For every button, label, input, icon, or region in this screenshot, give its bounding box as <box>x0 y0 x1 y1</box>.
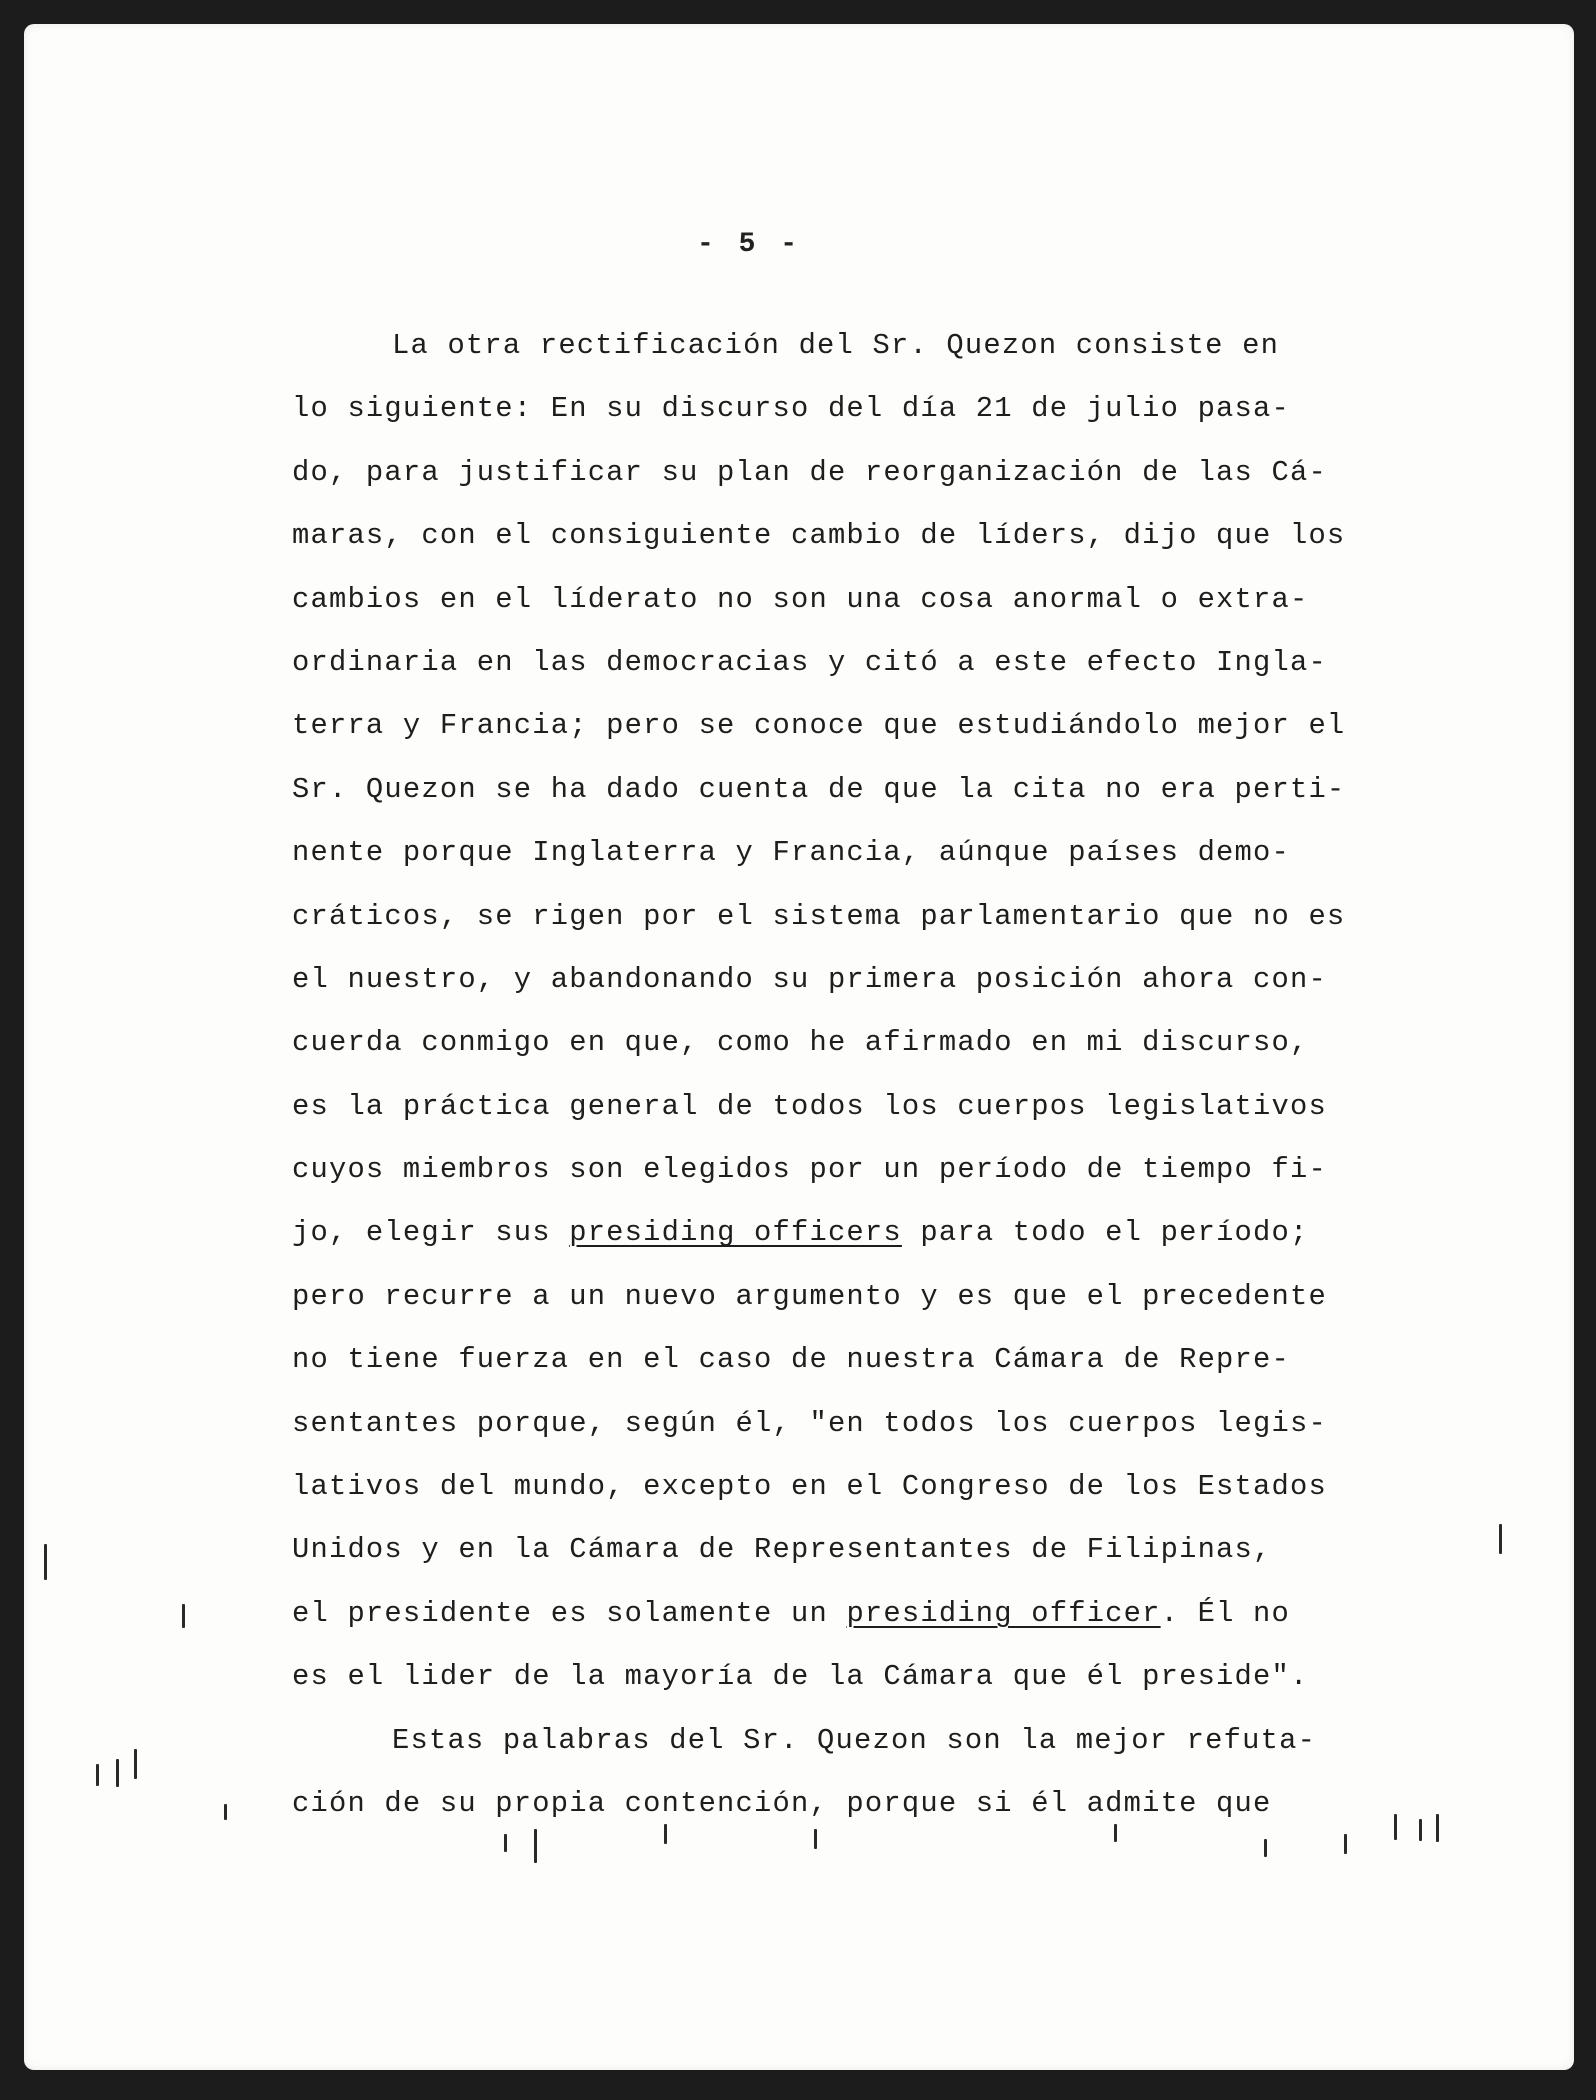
text-run: pero recurre a un nuevo argumento y es que el precedente <box>292 1279 1327 1313</box>
text-run: do, para justificar su plan de reorganización de las Cá- <box>292 455 1327 489</box>
scan-mark <box>1344 1834 1347 1854</box>
text-line <box>292 568 1442 631</box>
text-run: sentantes porque, según él, "en todos los cuerpos legis- <box>292 1406 1327 1440</box>
page-number: - 5 - <box>696 229 801 260</box>
text-line <box>292 631 1442 694</box>
text-run: el presidente es solamente un <box>292 1596 847 1630</box>
text-line <box>292 377 1442 440</box>
text-line <box>292 885 1442 948</box>
text-run: jo, elegir sus <box>292 1216 570 1250</box>
scan-mark <box>44 1544 47 1580</box>
scan-mark <box>814 1829 817 1849</box>
text-run: es la práctica general de todos los cuerpos legislativos <box>292 1089 1327 1123</box>
text-line <box>292 1265 1442 1328</box>
text-line <box>292 821 1442 884</box>
scan-mark <box>1419 1819 1422 1841</box>
text-line <box>292 1138 1442 1201</box>
text-line <box>292 758 1442 821</box>
text-run: cambios en el líderato no son una cosa anormal o extra- <box>292 582 1309 616</box>
text-line <box>292 1075 1442 1138</box>
text-line <box>292 1328 1442 1391</box>
text-run: para todo el período; <box>901 1216 1309 1250</box>
scan-mark <box>1499 1524 1502 1554</box>
scan-mark <box>1394 1814 1397 1840</box>
scan-mark <box>96 1764 99 1786</box>
text-line <box>292 1518 1442 1581</box>
text-line <box>292 1772 1442 1835</box>
text-line <box>292 1709 1442 1772</box>
text-run: cráticos, se rigen por el sistema parlamentario que no es <box>292 899 1346 933</box>
scan-mark <box>134 1749 137 1779</box>
text-line <box>292 948 1442 1011</box>
text-run: Sr. Quezon se ha dado cuenta de que la cita no era perti- <box>292 772 1346 806</box>
text-run: ordinaria en las democracias y citó a este efecto Ingla- <box>292 645 1327 679</box>
text-line <box>292 504 1442 567</box>
text-line <box>292 1011 1442 1074</box>
underlined-phrase: presiding officer <box>846 1596 1161 1630</box>
text-run: . Él no <box>1160 1596 1290 1630</box>
scan-mark <box>664 1824 667 1844</box>
text-run: Estas palabras del Sr. Quezon son la mejor refuta- <box>392 1723 1317 1757</box>
scan-mark <box>182 1604 185 1628</box>
text-line <box>292 694 1442 757</box>
text-run: terra y Francia; pero se conoce que estudiándolo mejor el <box>292 709 1346 743</box>
text-line <box>292 441 1442 504</box>
scan-mark <box>1264 1839 1267 1857</box>
text-run: cuerda conmigo en que, como he afirmado en mi discurso, <box>292 1026 1309 1060</box>
text-run: ción de su propia contención, porque si él admite que <box>292 1786 1272 1820</box>
scan-mark <box>1114 1824 1117 1842</box>
text-line <box>292 1582 1442 1645</box>
text-line <box>292 1455 1442 1518</box>
text-run: cuyos miembros son elegidos por un período de tiempo fi- <box>292 1153 1327 1187</box>
text-run: el nuestro, y abandonando su primera posición ahora con- <box>292 962 1327 996</box>
text-run: maras, con el consiguiente cambio de líders, dijo que los <box>292 519 1346 553</box>
body-text <box>292 314 1442 1835</box>
text-run: La otra rectificación del Sr. Quezon consiste en <box>392 329 1280 362</box>
typewritten-page <box>24 24 1574 2070</box>
underlined-phrase: presiding officers <box>569 1216 902 1250</box>
scan-mark <box>534 1829 537 1863</box>
text-line <box>292 1201 1442 1264</box>
scan-mark <box>116 1759 119 1787</box>
scan-mark <box>504 1834 507 1852</box>
text-run: no tiene fuerza en el caso de nuestra Cámara de Repre- <box>292 1343 1290 1377</box>
text-run: es el lider de la mayoría de la Cámara que él preside". <box>292 1660 1309 1694</box>
text-run: lativos del mundo, excepto en el Congreso de los Estados <box>292 1470 1327 1504</box>
scan-mark <box>1436 1814 1439 1842</box>
text-run: nente porque Inglaterra y Francia, aúnque países demo- <box>292 836 1290 870</box>
text-line <box>292 314 1442 377</box>
text-line <box>292 1392 1442 1455</box>
text-run: lo siguiente: En su discurso del día 21 de julio pasa- <box>292 392 1290 426</box>
text-line <box>292 1645 1442 1708</box>
scan-mark <box>224 1804 227 1820</box>
text-run: Unidos y en la Cámara de Representantes de Filipinas, <box>292 1533 1272 1567</box>
